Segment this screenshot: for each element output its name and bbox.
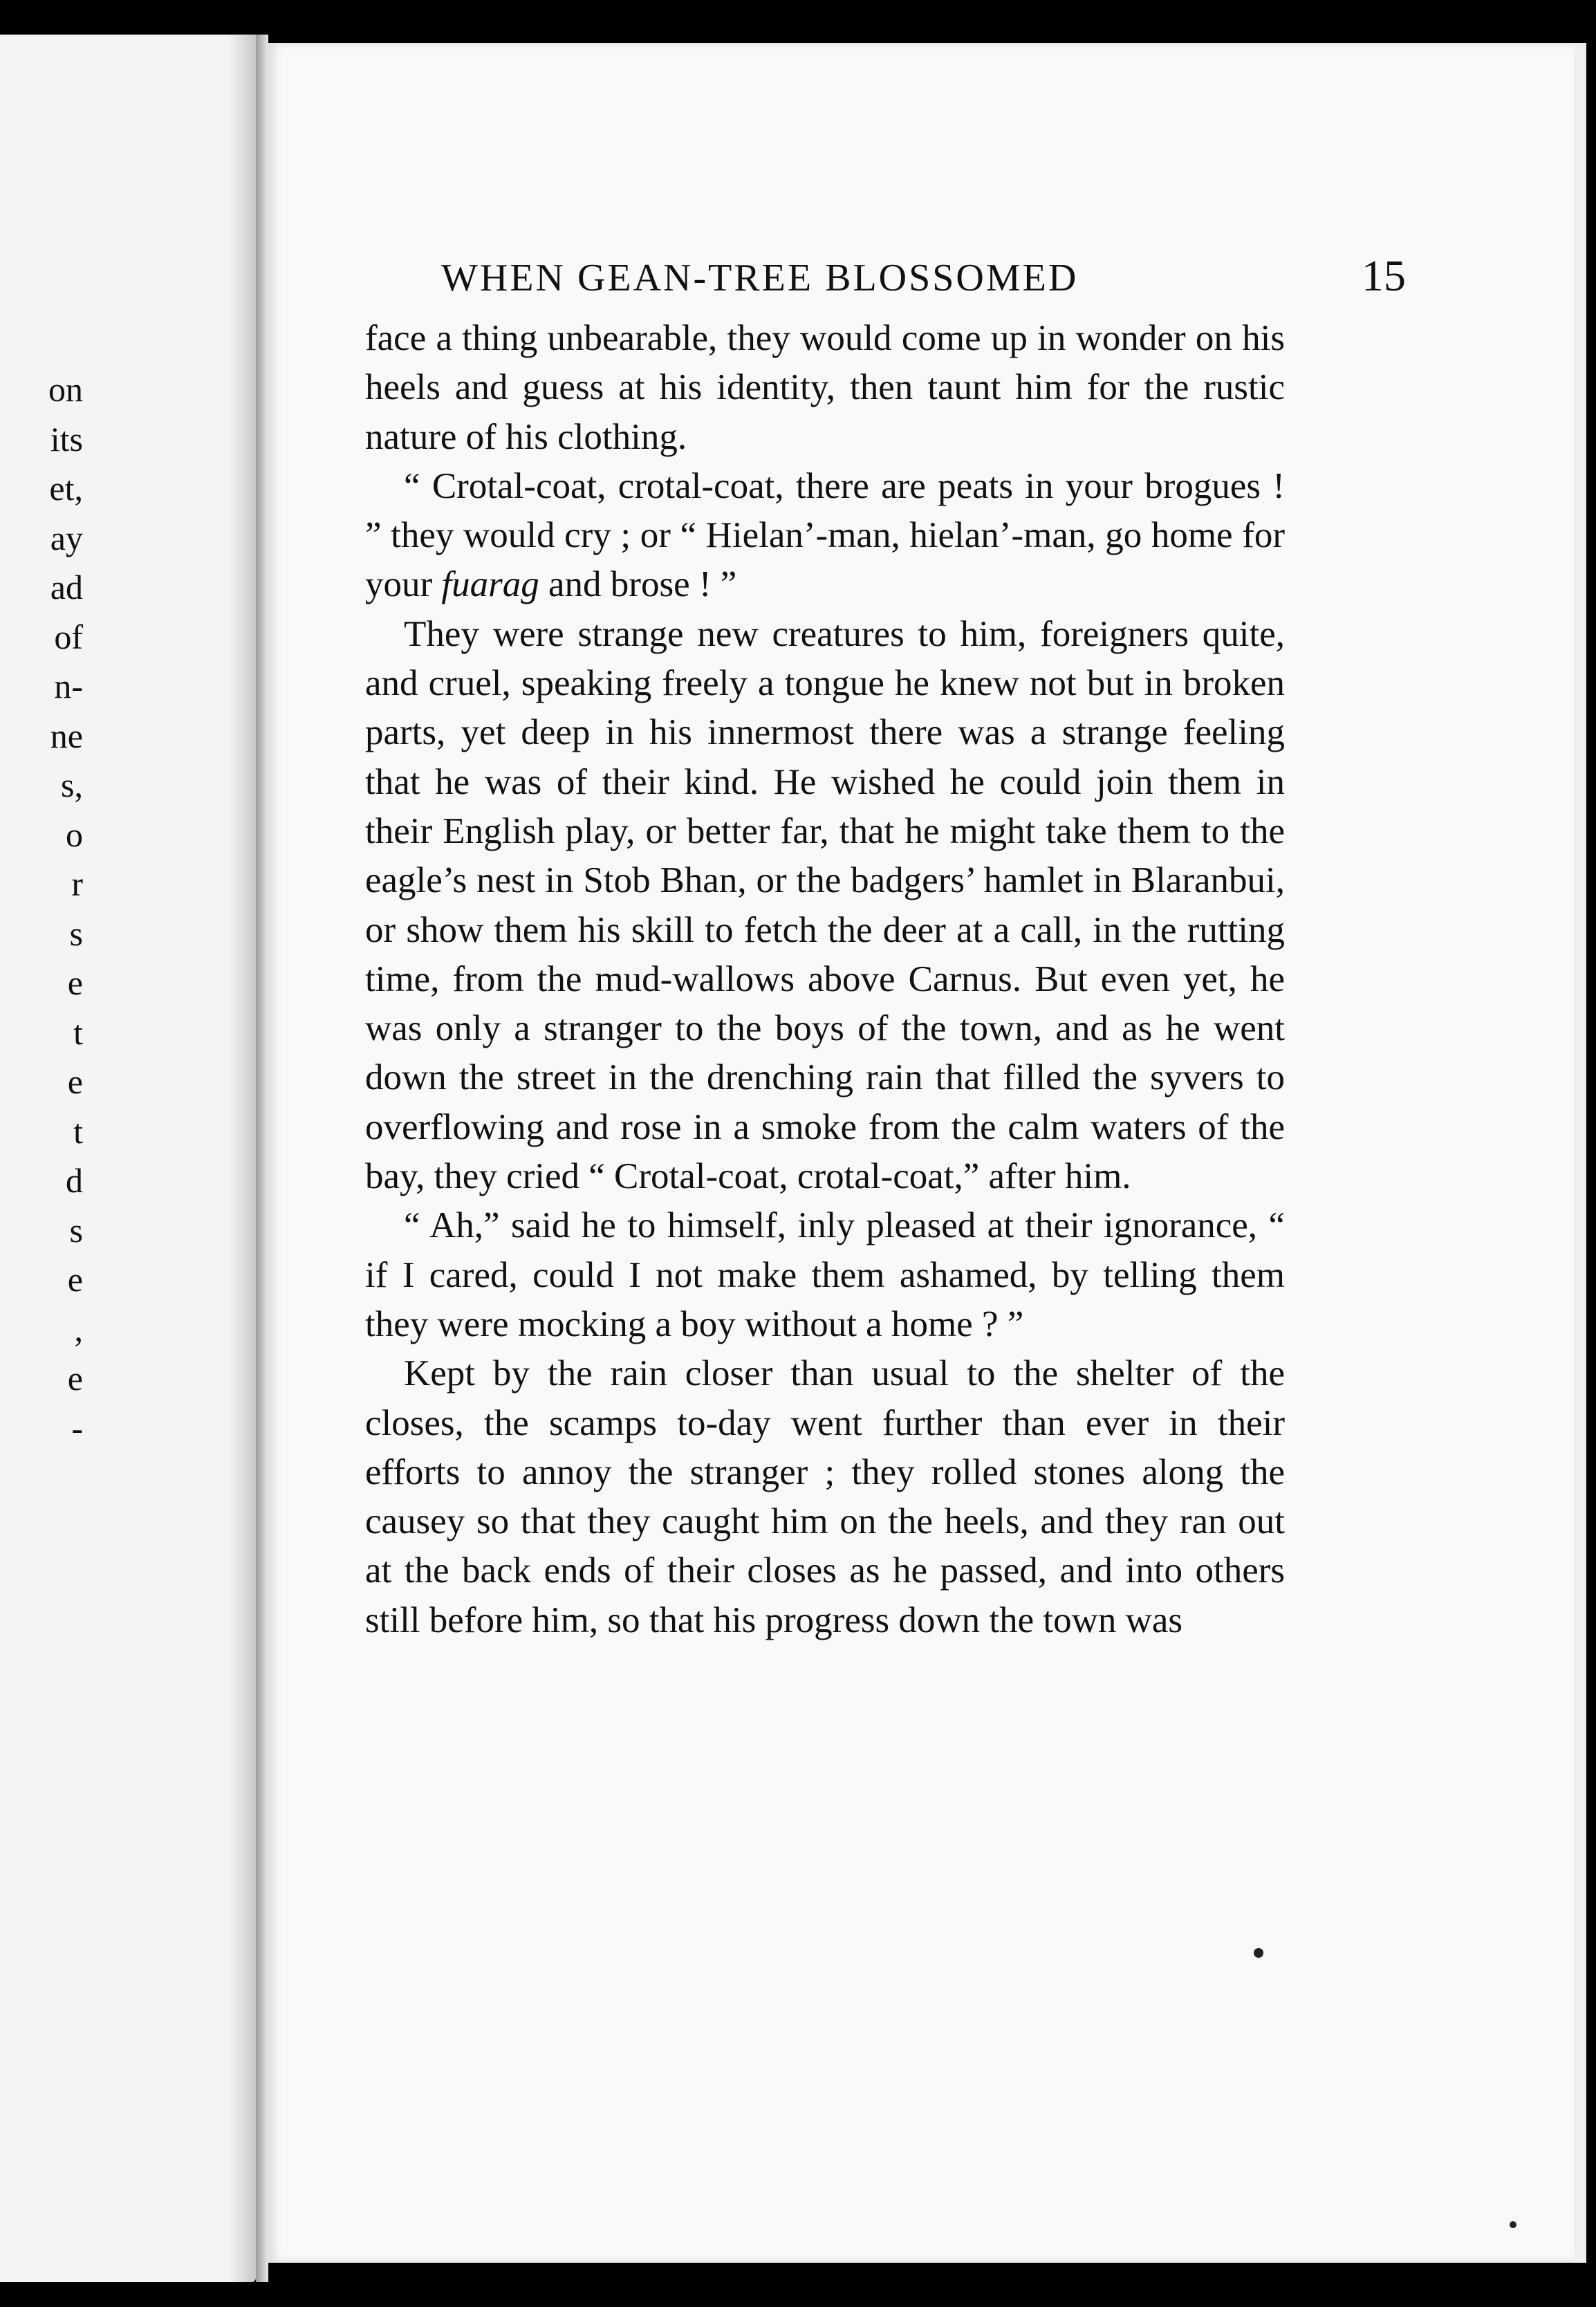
left-fragment: e bbox=[67, 1062, 83, 1101]
left-fragment: r bbox=[71, 864, 83, 903]
left-fragment: e bbox=[67, 1359, 83, 1398]
left-fragment: t bbox=[73, 1012, 83, 1052]
running-head bbox=[441, 250, 1406, 302]
body-text bbox=[365, 314, 1285, 1645]
paragraph-text: and brose ! ” bbox=[539, 564, 737, 605]
left-fragment: o bbox=[66, 815, 83, 854]
paragraph bbox=[365, 462, 1285, 610]
left-fragment: ne bbox=[50, 716, 83, 755]
left-fragment: ad bbox=[50, 568, 83, 606]
left-fragment: s, bbox=[61, 766, 83, 804]
ink-speck bbox=[1510, 2221, 1516, 2228]
book-gutter bbox=[256, 35, 268, 2282]
left-fragment: ay bbox=[50, 518, 83, 557]
left-fragment: s bbox=[69, 914, 83, 953]
ink-speck bbox=[1254, 1948, 1263, 1958]
left-fragment: et, bbox=[49, 469, 83, 508]
paragraph: They were strange new creatures to him, foreigners quite, and cruel, speaking freely a tongue he knew not but in broken parts, yet deep in his innermost there was a strange feeling that he was of their kind. He wished he could join them in their English play, or better far, that he might take them to the eagle’s nest in Stob Bhan, or the badgers’ hamlet in Blaranbui, or show them his skill to fetch the deer at a call, in the rutting time, from the mud-wallows above Carnus. But even yet, he was only a stranger to the boys of the town, and as he went down the street in the drenching rain that filled the syvers to overflowing and rose in a smoke from the calm waters of the bay, they cried “ Crotal-coat, crotal-coat,” after him. bbox=[365, 613, 1285, 1197]
left-fragment: on bbox=[48, 370, 83, 409]
left-page-text-fragments bbox=[0, 365, 90, 1453]
left-fragment: t bbox=[73, 1111, 83, 1151]
paragraph: “ Ah,” said he to himself, inly pleased at their ignorance, “ if I cared, could I not make them ashamed, by telling them they were mocking a boy without a home ? ” bbox=[365, 1205, 1285, 1344]
paragraph-text: “ Crotal-coat, crotal-coat, there are peats in your brogues ! ” they would cry ; or “ Hielan’-man, hielan’-man, go home for your bbox=[365, 465, 1285, 605]
page-number: 15 bbox=[1362, 251, 1406, 300]
left-fragment: n- bbox=[54, 667, 83, 705]
book-page bbox=[268, 43, 1586, 2263]
emphasized-word: fuarag bbox=[441, 564, 539, 605]
left-fragment: s bbox=[69, 1210, 83, 1250]
paragraph: Kept by the rain closer than usual to the shelter of the closes, the scamps to-day went further than ever in their efforts to annoy the stranger ; they rolled stones along the causey so that they caught him on the heels, and they ran out at the back ends of their closes as he passed, and into others still before him, so that his progress down the town was bbox=[365, 1353, 1285, 1640]
left-fragment: , bbox=[74, 1309, 83, 1349]
gutter-shadow bbox=[228, 35, 256, 2282]
paragraph: face a thing unbearable, they would come up in wonder on his heels and guess at his identity, then taunt him for the rustic nature of his clothing. bbox=[365, 318, 1285, 457]
running-title: WHEN GEAN-TREE BLOSSOMED bbox=[441, 257, 1079, 299]
left-facing-page bbox=[0, 35, 256, 2282]
left-fragment: d bbox=[66, 1161, 83, 1200]
left-fragment: - bbox=[71, 1408, 83, 1447]
left-fragment: e bbox=[67, 1260, 83, 1299]
left-fragment: of bbox=[54, 617, 83, 656]
left-fragment: its bbox=[50, 419, 83, 458]
left-fragment: e bbox=[67, 963, 83, 1002]
